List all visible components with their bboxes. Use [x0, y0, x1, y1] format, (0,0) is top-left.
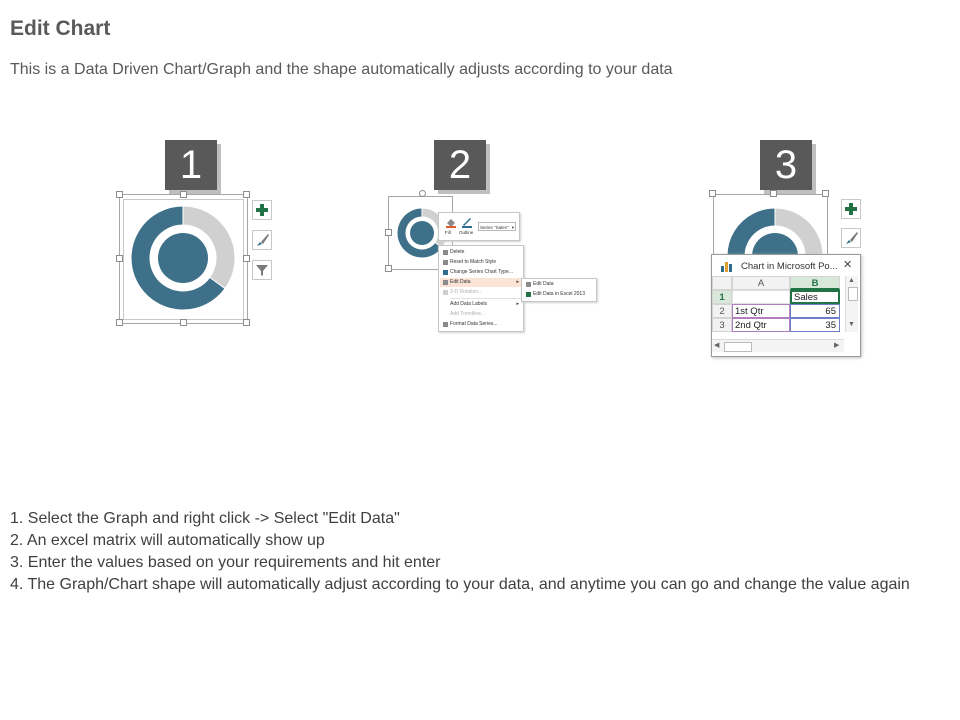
resize-handle[interactable]: [243, 255, 250, 262]
cell-a2[interactable]: 1st Qtr: [732, 304, 790, 318]
scroll-down-icon[interactable]: ▼: [848, 321, 855, 328]
chevron-right-icon: ▸: [516, 279, 519, 285]
instruction-step-3: 3. Enter the values based on your requirements and hit enter: [10, 554, 441, 571]
menu-item-change-chart-type[interactable]: Change Series Chart Type...: [443, 268, 513, 277]
resize-handle[interactable]: [116, 255, 123, 262]
column-header-b[interactable]: B: [790, 276, 840, 290]
resize-handle[interactable]: [116, 191, 123, 198]
fill-bucket-icon[interactable]: [445, 216, 457, 228]
row-header-3[interactable]: 3: [712, 318, 732, 332]
chart-styles-brush-icon: [253, 231, 271, 249]
submenu-item-edit-data[interactable]: Edit Data: [526, 280, 554, 289]
resize-handle[interactable]: [822, 190, 829, 197]
chart-icon: [720, 260, 734, 272]
vertical-scrollbar[interactable]: [845, 276, 858, 332]
cell-a3[interactable]: 2nd Qtr: [732, 318, 790, 332]
step-badge-3: 3: [760, 140, 812, 190]
cell-b1[interactable]: Sales: [790, 290, 840, 304]
step-badge-1: 1: [165, 140, 217, 190]
resize-handle[interactable]: [243, 191, 250, 198]
instructions: [10, 508, 945, 596]
outline-label: Outline: [459, 230, 474, 235]
cell-b2[interactable]: 65: [790, 304, 840, 318]
horizontal-scrollbar[interactable]: [712, 339, 844, 352]
fill-label: Fill: [445, 230, 451, 235]
chart-styles-button[interactable]: [841, 228, 861, 248]
menu-item-format-data-series[interactable]: Format Data Series...: [443, 320, 498, 329]
resize-handle[interactable]: [180, 319, 187, 326]
step-badge-2: 2: [434, 140, 486, 190]
scroll-right-icon[interactable]: ▶: [834, 342, 840, 349]
resize-handle[interactable]: [385, 229, 392, 236]
scrollbar-thumb[interactable]: [724, 342, 752, 352]
chart-styles-brush-icon: [842, 229, 860, 247]
donut-center: [158, 233, 208, 283]
series-select[interactable]: [478, 222, 516, 231]
instruction-step-1: 1. Select the Graph and right click -> Select "Edit Data": [10, 510, 400, 527]
resize-handle[interactable]: [243, 319, 250, 326]
menu-item-add-data-labels[interactable]: Add Data Labels ▸: [450, 301, 519, 307]
cell-b3[interactable]: 35: [790, 318, 840, 332]
resize-handle[interactable]: [385, 265, 392, 272]
delete-icon: [443, 250, 448, 255]
chart-elements-plus-icon: [842, 200, 860, 218]
excel-icon: [526, 292, 531, 297]
excel-data-window[interactable]: [711, 254, 861, 357]
menu-item-delete[interactable]: Delete: [443, 248, 464, 257]
chart-elements-plus-icon: [253, 201, 271, 219]
series-select-value: Series "Sales": [480, 225, 509, 230]
chart-filters-button[interactable]: [252, 260, 272, 280]
mini-toolbar: [438, 212, 520, 241]
row-header-2[interactable]: 2: [712, 304, 732, 318]
close-icon[interactable]: ✕: [843, 259, 853, 271]
rotation-icon: [443, 290, 448, 295]
resize-handle[interactable]: [180, 191, 187, 198]
page-subtitle: This is a Data Driven Chart/Graph and the shape automatically adjusts according to your data: [10, 61, 673, 78]
chart-styles-button[interactable]: [252, 230, 272, 250]
row-header-1[interactable]: 1: [712, 290, 732, 304]
submenu-item-edit-in-excel[interactable]: Edit Data in Excel 2013: [526, 290, 585, 299]
menu-item-edit-data[interactable]: Edit Data ▸: [440, 278, 521, 287]
resize-handle[interactable]: [770, 190, 777, 197]
chart-filter-icon: [253, 261, 271, 279]
edit-data-icon: [443, 280, 448, 285]
instruction-step-2: 2. An excel matrix will automatically show up: [10, 532, 325, 549]
reset-style-icon: [443, 260, 448, 265]
chevron-right-icon: ▸: [516, 301, 519, 307]
cell-a1[interactable]: [732, 290, 790, 304]
chart-type-icon: [443, 270, 448, 275]
menu-item-add-trendline: Add Trendline...: [450, 311, 486, 317]
outline-pen-icon[interactable]: [461, 216, 473, 228]
rotate-handle[interactable]: [419, 190, 426, 197]
scroll-left-icon[interactable]: ◀: [714, 342, 720, 349]
menu-item-reset-style[interactable]: Reset to Match Style: [443, 258, 496, 267]
edit-data-submenu: [521, 278, 597, 302]
instruction-step-4: 4. The Graph/Chart shape will automatically adjust according to your data, and anytime you can go and change the value again: [10, 576, 910, 593]
edit-data-icon: [526, 282, 531, 287]
page-title: Edit Chart: [10, 17, 111, 40]
context-menu: [438, 245, 524, 332]
resize-handle[interactable]: [709, 190, 716, 197]
menu-item-3d-rotation: 3-D Rotation...: [443, 288, 482, 297]
excel-window-title: Chart in Microsoft Po...: [741, 261, 838, 272]
menu-divider: [451, 298, 521, 299]
chevron-down-icon: ▾: [511, 225, 514, 230]
select-all-corner[interactable]: [712, 276, 732, 290]
chart-elements-button[interactable]: [252, 200, 272, 220]
scroll-up-icon[interactable]: ▲: [848, 277, 855, 284]
donut-center: [410, 221, 434, 245]
chart-elements-button[interactable]: [841, 199, 861, 219]
column-header-a[interactable]: A: [732, 276, 790, 290]
scrollbar-thumb[interactable]: [848, 287, 858, 301]
resize-handle[interactable]: [116, 319, 123, 326]
donut-chart-1[interactable]: [130, 205, 236, 311]
format-series-icon: [443, 322, 448, 327]
